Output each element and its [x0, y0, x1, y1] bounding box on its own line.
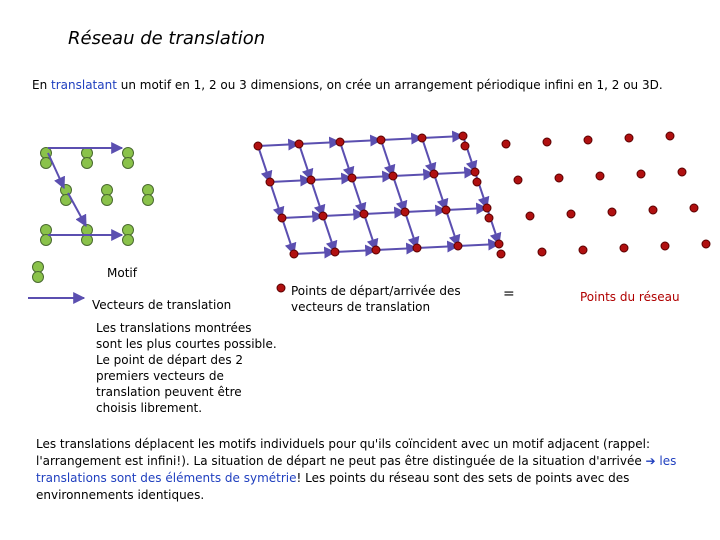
lattice-point: [266, 178, 274, 186]
grid-vector-b: [258, 146, 270, 182]
motif-atom: [33, 262, 44, 273]
lattice-point: [608, 208, 616, 216]
grid-vector-a: [311, 178, 352, 180]
motif: [82, 148, 93, 169]
lattice-point: [331, 248, 339, 256]
motif-atom: [82, 158, 93, 169]
motif: [102, 185, 113, 206]
lattice-point: [461, 142, 469, 150]
grid-vector-b: [475, 172, 487, 208]
motif-atom: [82, 148, 93, 159]
grid-vector-a: [323, 214, 364, 216]
lattice-point: [278, 214, 286, 222]
grid-vector-b: [311, 180, 323, 216]
grid-vector-a: [258, 144, 299, 146]
legend-point-icon: [277, 284, 285, 292]
grid-vector-a: [299, 142, 340, 144]
lattice-point: [666, 132, 674, 140]
lattice-point: [473, 178, 481, 186]
lattice-point: [485, 214, 493, 222]
grid-vector-a: [376, 248, 417, 250]
lattice-point: [514, 176, 522, 184]
grid-vector-a: [422, 136, 463, 138]
lattice-point: [555, 174, 563, 182]
grid-vector-a: [282, 216, 323, 218]
conclusion-text: Les translations déplacent les motifs individuels pour qu'ils coïncident avec un motif adjacent (rappel: l'arrangement est infini!). La situation de départ ne peut pas être distinguée de la situation d'arrivée ➔ les translations sont des éléments de symétrie! Les points du réseau sont des sets de points avec des environnements identiques.: [36, 437, 677, 502]
lattice-point: [418, 134, 426, 142]
grid-vector-b: [463, 136, 475, 172]
grid-vector-a: [434, 172, 475, 174]
lattice-point: [502, 140, 510, 148]
lattice-point: [401, 208, 409, 216]
lattice-point: [495, 240, 503, 248]
lattice-point: [295, 140, 303, 148]
lattice-point: [678, 168, 686, 176]
lattice-point: [319, 212, 327, 220]
motif-atom: [82, 235, 93, 246]
lattice-point: [690, 204, 698, 212]
grid-vector-b: [282, 218, 294, 254]
grid-vector-b: [340, 142, 352, 178]
lattice-point: [497, 250, 505, 258]
lattice-point: [372, 246, 380, 254]
vectors-label: Vecteurs de translation: [92, 298, 232, 312]
grid-vector-a: [352, 176, 393, 178]
grid-vector-b: [364, 214, 376, 250]
lattice-point: [290, 250, 298, 258]
motif-label: Motif: [107, 266, 137, 280]
grid-vector-a: [364, 212, 405, 214]
lattice-point: [430, 170, 438, 178]
lattice-point: [625, 134, 633, 142]
motif-atom: [123, 148, 134, 159]
lattice-point: [254, 142, 262, 150]
motif-atom: [143, 185, 154, 196]
lattice-point: [543, 138, 551, 146]
motif-atom: [102, 195, 113, 206]
intro-highlight: translatant: [51, 78, 117, 92]
motif-atom: [102, 185, 113, 196]
lattice-point: [579, 246, 587, 254]
grid-vector-b: [487, 208, 499, 244]
grid-vector-a: [335, 250, 376, 252]
lattice-point: [459, 132, 467, 140]
motif: [123, 148, 134, 169]
grid-vector-a: [458, 244, 499, 246]
lattice-grid: [258, 136, 499, 254]
motif: [123, 225, 134, 246]
translation-vector: [68, 193, 86, 226]
grid-vector-b: [352, 178, 364, 214]
motif: [143, 185, 154, 206]
motif-atom: [82, 225, 93, 236]
grid-vector-b: [405, 212, 417, 248]
lattice-point: [567, 210, 575, 218]
grid-vector-a: [381, 138, 422, 140]
intro-text: En translatant un motif en 1, 2 ou 3 dimensions, on crée un arrangement périodique infini en 1, 2 ou 3D.: [32, 78, 663, 92]
grid-vector-a: [417, 246, 458, 248]
note-text: Les translations montrées sont les plus courtes possible. Le point de départ des 2 premiers vecteurs de translation peuvent être choisis librement.: [96, 321, 277, 415]
lattice-point: [637, 170, 645, 178]
points-label-line2: vecteurs de translation: [291, 300, 431, 314]
points-label-line1: Points de départ/arrivée des: [291, 284, 461, 298]
grid-vector-b: [381, 140, 393, 176]
motif-atom: [123, 235, 134, 246]
motif-atom: [33, 272, 44, 283]
legend-icons: [277, 284, 285, 292]
lattice-points-label: Points du réseau: [580, 290, 680, 304]
translation-vector: [48, 153, 64, 188]
motif-atom: [123, 225, 134, 236]
lattice-point: [661, 242, 669, 250]
conclusion-highlight: les translations sont des éléments de symétrie: [36, 454, 677, 485]
grid-vector-a: [270, 180, 311, 182]
lattice-point: [649, 206, 657, 214]
grid-vector-b: [393, 176, 405, 212]
lattice-point: [584, 136, 592, 144]
lattice-point: [336, 138, 344, 146]
grid-vector-a: [446, 208, 487, 210]
grid-vector-b: [299, 144, 311, 180]
grid-vector-a: [405, 210, 446, 212]
motif-atom: [41, 225, 52, 236]
grid-vector-a: [340, 140, 381, 142]
equals-sign: =: [503, 286, 515, 302]
lattice-point: [526, 212, 534, 220]
grid-vector-b: [323, 216, 335, 252]
motif-atom: [143, 195, 154, 206]
lattice-point: [471, 168, 479, 176]
grid-vector-b: [434, 174, 446, 210]
lattice-point: [620, 244, 628, 252]
lattice-point: [377, 136, 385, 144]
grid-vector-b: [446, 210, 458, 246]
motif-atom: [41, 235, 52, 246]
arrow-right-icon: ➔: [645, 454, 656, 468]
lattice-point: [442, 206, 450, 214]
motif-atom: [123, 158, 134, 169]
lattice-point: [702, 240, 710, 248]
lattice-point: [596, 172, 604, 180]
lattice-point: [307, 176, 315, 184]
lattice-point: [389, 172, 397, 180]
lattice-point: [360, 210, 368, 218]
grid-vector-b: [422, 138, 434, 174]
grid-vector-b: [270, 182, 282, 218]
lattice-point: [483, 204, 491, 212]
motif: [33, 262, 44, 283]
lattice-point: [538, 248, 546, 256]
grid-vector-a: [393, 174, 434, 176]
lattice-point: [413, 244, 421, 252]
grid-vector-a: [294, 252, 335, 254]
lattice-point: [348, 174, 356, 182]
page-title: Réseau de translation: [68, 28, 266, 49]
lattice-point: [454, 242, 462, 250]
